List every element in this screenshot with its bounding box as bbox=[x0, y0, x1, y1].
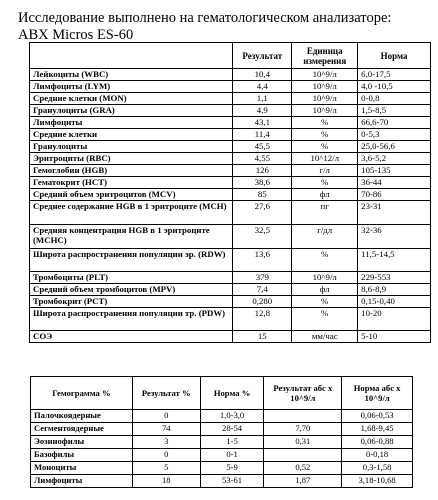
hemogram-table bbox=[30, 376, 413, 488]
hemogram-norm: 1-5 bbox=[200, 436, 264, 449]
table-row bbox=[30, 93, 431, 105]
row-unit: г/дл bbox=[292, 225, 358, 249]
row-name: Средние клетки bbox=[30, 129, 233, 141]
row-unit: % bbox=[292, 177, 358, 189]
results-table-body bbox=[30, 69, 431, 343]
row-result: 4,55 bbox=[233, 153, 292, 165]
row-name: Лимфоциты bbox=[30, 117, 233, 129]
row-unit: % bbox=[292, 117, 358, 129]
row-name: Тромбокрит (PCT) bbox=[30, 296, 233, 308]
row-result: 1,1 bbox=[233, 93, 292, 105]
row-norm: 0-5,3 bbox=[358, 129, 431, 141]
table-row bbox=[30, 177, 431, 189]
table-row bbox=[30, 225, 431, 249]
row-result: 32,5 bbox=[233, 225, 292, 249]
row-result: 4,4 bbox=[233, 81, 292, 93]
hemogram-header-name: Гемограмма % bbox=[31, 377, 133, 410]
row-result: 10,4 bbox=[233, 69, 292, 81]
hemogram-abs-result: 0,31 bbox=[264, 436, 342, 449]
row-name: Средний объем тромбоцитов (MPV) bbox=[30, 284, 233, 296]
row-unit: мм/час bbox=[292, 331, 358, 343]
results-table bbox=[29, 42, 431, 343]
row-name: Средний объем эритроцитов (MCV) bbox=[30, 189, 233, 201]
row-result: 379 bbox=[233, 272, 292, 284]
row-unit: 10^9/л bbox=[292, 81, 358, 93]
row-norm: 11,5-14,5 bbox=[358, 249, 431, 272]
hemogram-norm: 1,0-3,0 bbox=[200, 410, 264, 423]
header-line-1: Исследование выполнено на гематологическом анализаторе: bbox=[18, 10, 392, 26]
row-unit: фл bbox=[292, 284, 358, 296]
row-result: 38,6 bbox=[233, 177, 292, 189]
hemogram-name: Лимфоциты bbox=[31, 475, 133, 488]
row-unit: пг bbox=[292, 201, 358, 225]
row-result: 13,6 bbox=[233, 249, 292, 272]
hemogram-norm: 0-1 bbox=[200, 449, 264, 462]
row-norm: 3,6-5,2 bbox=[358, 153, 431, 165]
header-result: Результат bbox=[233, 43, 292, 69]
table-row bbox=[31, 449, 413, 462]
row-unit: г/л bbox=[292, 165, 358, 177]
hemogram-result: 18 bbox=[132, 475, 200, 488]
hemogram-abs-result: 7,70 bbox=[264, 423, 342, 436]
hemogram-header-result: Результат % bbox=[132, 377, 200, 410]
table-row bbox=[30, 296, 431, 308]
hemogram-norm: 5-9 bbox=[200, 462, 264, 475]
row-name: Гранулоциты (GRA) bbox=[30, 105, 233, 117]
table-row bbox=[31, 475, 413, 488]
row-norm: 10-20 bbox=[358, 308, 431, 331]
row-norm: 32-36 bbox=[358, 225, 431, 249]
table-row bbox=[30, 308, 431, 331]
table-row bbox=[31, 423, 413, 436]
row-unit: 10^12/л bbox=[292, 153, 358, 165]
hemogram-result: 74 bbox=[132, 423, 200, 436]
hemogram-abs-norm: 0,3-1,58 bbox=[342, 462, 413, 475]
hemogram-norm: 53-61 bbox=[200, 475, 264, 488]
hemogram-norm: 28-54 bbox=[200, 423, 264, 436]
table-row bbox=[30, 105, 431, 117]
hemogram-name: Моноциты bbox=[31, 462, 133, 475]
row-unit: % bbox=[292, 141, 358, 153]
row-norm: 4,0 -10,5 bbox=[358, 81, 431, 93]
header-empty bbox=[30, 43, 233, 69]
row-result: 85 bbox=[233, 189, 292, 201]
row-name: Широта распространения популяции эр. (RDW) bbox=[30, 249, 233, 272]
row-norm: 8,6-8,9 bbox=[358, 284, 431, 296]
hemogram-name: Сегментоядерные bbox=[31, 423, 133, 436]
hemogram-abs-norm: 0-0,18 bbox=[342, 449, 413, 462]
hemogram-abs-result: 0,52 bbox=[264, 462, 342, 475]
table-row bbox=[30, 153, 431, 165]
row-result: 126 bbox=[233, 165, 292, 177]
table-row bbox=[30, 331, 431, 343]
table-row bbox=[30, 81, 431, 93]
hemogram-abs-result: 1,87 bbox=[264, 475, 342, 488]
row-result: 0,280 bbox=[233, 296, 292, 308]
row-name: Гематокрит (HCT) bbox=[30, 177, 233, 189]
hemogram-abs-norm: 0,06-0,53 bbox=[342, 410, 413, 423]
row-norm: 66,6-70 bbox=[358, 117, 431, 129]
table-row bbox=[30, 117, 431, 129]
row-norm: 0,15-0,40 bbox=[358, 296, 431, 308]
row-unit: 10^9/л bbox=[292, 93, 358, 105]
table-row bbox=[30, 249, 431, 272]
table-row bbox=[30, 141, 431, 153]
table-row bbox=[30, 165, 431, 177]
row-name: Эритроциты (RBC) bbox=[30, 153, 233, 165]
row-name: Гранулоциты bbox=[30, 141, 233, 153]
table-row bbox=[30, 201, 431, 225]
row-norm: 6,0-17,5 bbox=[358, 69, 431, 81]
hemogram-abs-norm: 0,06-0,88 bbox=[342, 436, 413, 449]
table-row bbox=[30, 69, 431, 81]
table-row bbox=[30, 189, 431, 201]
table-row bbox=[30, 272, 431, 284]
table-row bbox=[31, 462, 413, 475]
row-norm: 25,0-56,6 bbox=[358, 141, 431, 153]
row-name: Средняя концентрация HGB в 1 эритроците (MCHC) bbox=[30, 225, 233, 249]
row-result: 15 bbox=[233, 331, 292, 343]
table-row bbox=[30, 129, 431, 141]
hemogram-result: 5 bbox=[132, 462, 200, 475]
row-unit: % bbox=[292, 129, 358, 141]
table-row bbox=[30, 284, 431, 296]
row-name: Гемоглобин (HGB) bbox=[30, 165, 233, 177]
row-norm: 0-0,8 bbox=[358, 93, 431, 105]
row-norm: 229-553 bbox=[358, 272, 431, 284]
row-unit: 10^9/л bbox=[292, 105, 358, 117]
report-header bbox=[18, 10, 391, 44]
row-name: Широта распространения популяции тр. (PDW) bbox=[30, 308, 233, 331]
row-norm: 5-10 bbox=[358, 331, 431, 343]
row-unit: % bbox=[292, 296, 358, 308]
row-norm: 36-44 bbox=[358, 177, 431, 189]
row-result: 12,8 bbox=[233, 308, 292, 331]
row-unit: фл bbox=[292, 189, 358, 201]
row-norm: 23-31 bbox=[358, 201, 431, 225]
hemogram-header-norm: Норма % bbox=[200, 377, 264, 410]
row-result: 4,9 bbox=[233, 105, 292, 117]
hemogram-result: 3 bbox=[132, 436, 200, 449]
table-row bbox=[31, 436, 413, 449]
table-row bbox=[31, 410, 413, 423]
row-name: Лейкоциты (WBC) bbox=[30, 69, 233, 81]
hemogram-result: 0 bbox=[132, 410, 200, 423]
row-unit: % bbox=[292, 249, 358, 272]
row-unit: 10^9/л bbox=[292, 69, 358, 81]
hemogram-table-body bbox=[31, 410, 413, 488]
hemogram-abs-norm: 3,18-10,68 bbox=[342, 475, 413, 488]
hemogram-result: 0 bbox=[132, 449, 200, 462]
row-name: Среднее содержание HGB в 1 эритроците (MCH) bbox=[30, 201, 233, 225]
hemogram-header-abs-norm: Норма абс х 10^9/л bbox=[342, 377, 413, 410]
row-norm: 70-86 bbox=[358, 189, 431, 201]
row-result: 7,4 bbox=[233, 284, 292, 296]
hemogram-name: Базофилы bbox=[31, 449, 133, 462]
hemogram-abs-norm: 1,68-9,45 bbox=[342, 423, 413, 436]
row-name: Тромбоциты (PLT) bbox=[30, 272, 233, 284]
row-name: Средние клетки (MON) bbox=[30, 93, 233, 105]
header-unit: Единица измерения bbox=[292, 43, 358, 69]
row-result: 11,4 bbox=[233, 129, 292, 141]
header-norm: Норма bbox=[358, 43, 431, 69]
hemogram-header-abs-result: Результат абс х 10^9/л bbox=[264, 377, 342, 410]
hemogram-abs-result bbox=[264, 449, 342, 462]
row-result: 43,1 bbox=[233, 117, 292, 129]
row-norm: 1,5-8,5 bbox=[358, 105, 431, 117]
row-unit: % bbox=[292, 308, 358, 331]
row-result: 27,6 bbox=[233, 201, 292, 225]
row-name: СОЭ bbox=[30, 331, 233, 343]
hemogram-name: Палочкоядерные bbox=[31, 410, 133, 423]
row-result: 45,5 bbox=[233, 141, 292, 153]
row-norm: 105-135 bbox=[358, 165, 431, 177]
row-name: Лимфоциты (LYM) bbox=[30, 81, 233, 93]
hemogram-abs-result bbox=[264, 410, 342, 423]
header-line-2: ABX Micros ES-60 bbox=[18, 27, 134, 43]
row-unit: 10^9/л bbox=[292, 272, 358, 284]
hemogram-name: Эозинофилы bbox=[31, 436, 133, 449]
